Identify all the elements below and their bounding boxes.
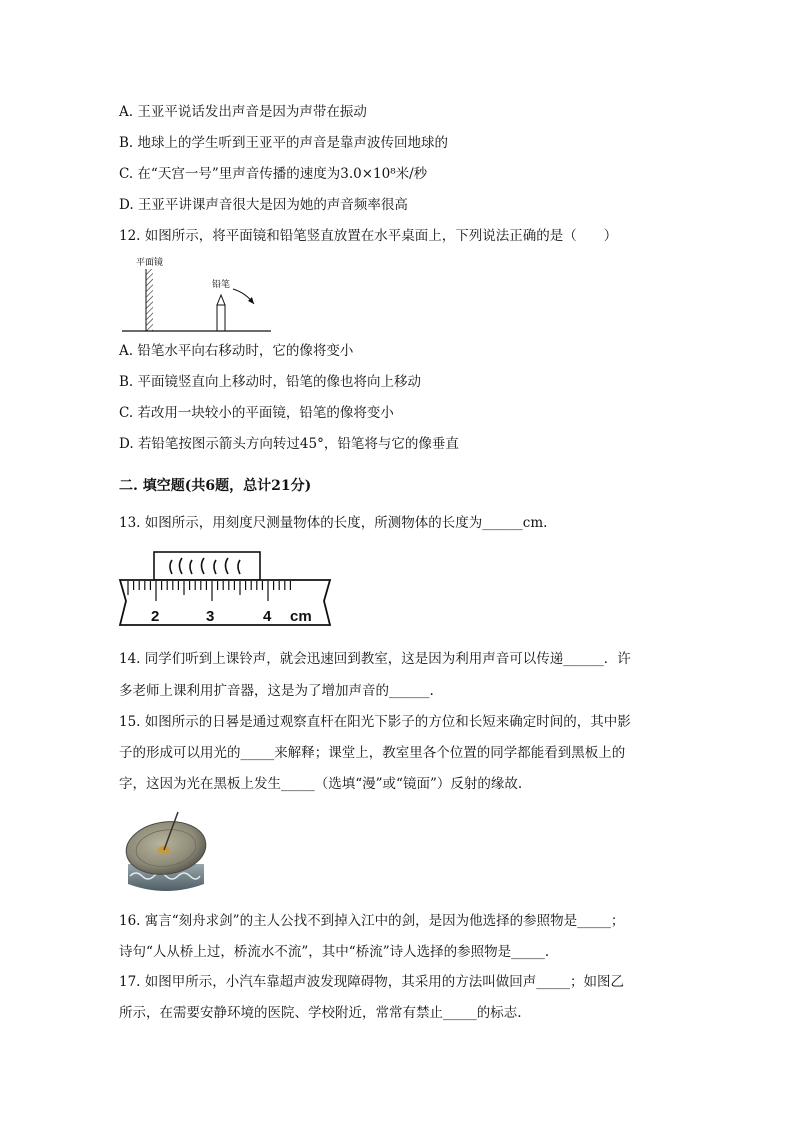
- q17-line-2: 所示，在需要安静环境的医院、学校附近，常常有禁止_____的标志.: [119, 1005, 522, 1021]
- ruler-label-3: 3: [206, 608, 215, 625]
- pencil-label: 铅笔: [212, 280, 231, 290]
- sundial-image: [120, 806, 212, 894]
- q15-line-1: 15. 如图所示的日晷是通过观察直杆在阳光下影子的方位和长短来确定时间的，其中影: [119, 714, 631, 730]
- q17-line-1: 17. 如图甲所示，小汽车靠超声波发现障碍物，其采用的方法叫做回声_____；如图乙: [119, 974, 625, 990]
- q15-line-3: 字，这因为光在黑板上发生_____（选填“漫”或“镜面”）反射的缘故.: [119, 776, 523, 792]
- mirror-label: 平面镜: [136, 258, 164, 268]
- q14-line-2: 多老师上课利用扩音器，这是为了增加声音的______.: [119, 683, 434, 699]
- pencil-body: [217, 305, 225, 331]
- q11-option-b: B. 地球上的学生听到王亚平的声音是靠声波传回地球的: [119, 135, 449, 151]
- section-heading: 二. 填空题(共6题，总计21分): [119, 478, 312, 494]
- q15-line-2: 子的形成可以用光的_____来解释；课堂上，教室里各个位置的同学都能看到黑板上的: [119, 745, 626, 761]
- q12-option-b: B. 平面镜竖直向上移动时，铅笔的像也将向上移动: [119, 374, 422, 390]
- q14-line-1: 14. 同学们听到上课铃声，就会迅速回到教室，这是因为利用声音可以传递______．许: [119, 651, 631, 667]
- ruler-label-4: 4: [263, 608, 272, 625]
- mirror-hatch: [146, 269, 153, 331]
- q11-option-d: D. 王亚平讲课声音很大是因为她的声音频率很高: [119, 197, 408, 213]
- q12-option-a: A. 铅笔水平向右移动时，它的像将变小: [119, 343, 354, 359]
- ruler-figure: [118, 548, 333, 633]
- q16-line-2: 诗句“人从桥上过，桥流水不流”，其中“桥流”诗人选择的参照物是_____.: [119, 944, 550, 960]
- ruler-unit: cm: [290, 608, 312, 625]
- q11-option-c: C. 在“天宫一号”里声音传播的速度为3.0×10⁸米/秒: [119, 166, 428, 182]
- mirror-pencil-figure: [120, 255, 275, 335]
- q12-option-c: C. 若改用一块较小的平面镜，铅笔的像将变小: [119, 405, 394, 421]
- ruler-label-2: 2: [151, 608, 160, 625]
- q16-line-1: 16. 寓言“刻舟求剑”的主人公找不到掉入江中的剑，是因为他选择的参照物是_____；: [119, 913, 625, 929]
- q13-stem: 13. 如图所示，用刻度尺测量物体的长度，所测物体的长度为______cm.: [119, 515, 548, 531]
- q12-stem: 12. 如图所示，将平面镜和铅笔竖直放置在水平桌面上，下列说法正确的是（ ）: [119, 228, 618, 244]
- pencil-tip: [217, 295, 225, 305]
- q12-option-d: D. 若铅笔按图示箭头方向转过45°，铅笔将与它的像垂直: [119, 436, 459, 452]
- q11-option-a: A. 王亚平说话发出声音是因为声带在振动: [119, 104, 367, 120]
